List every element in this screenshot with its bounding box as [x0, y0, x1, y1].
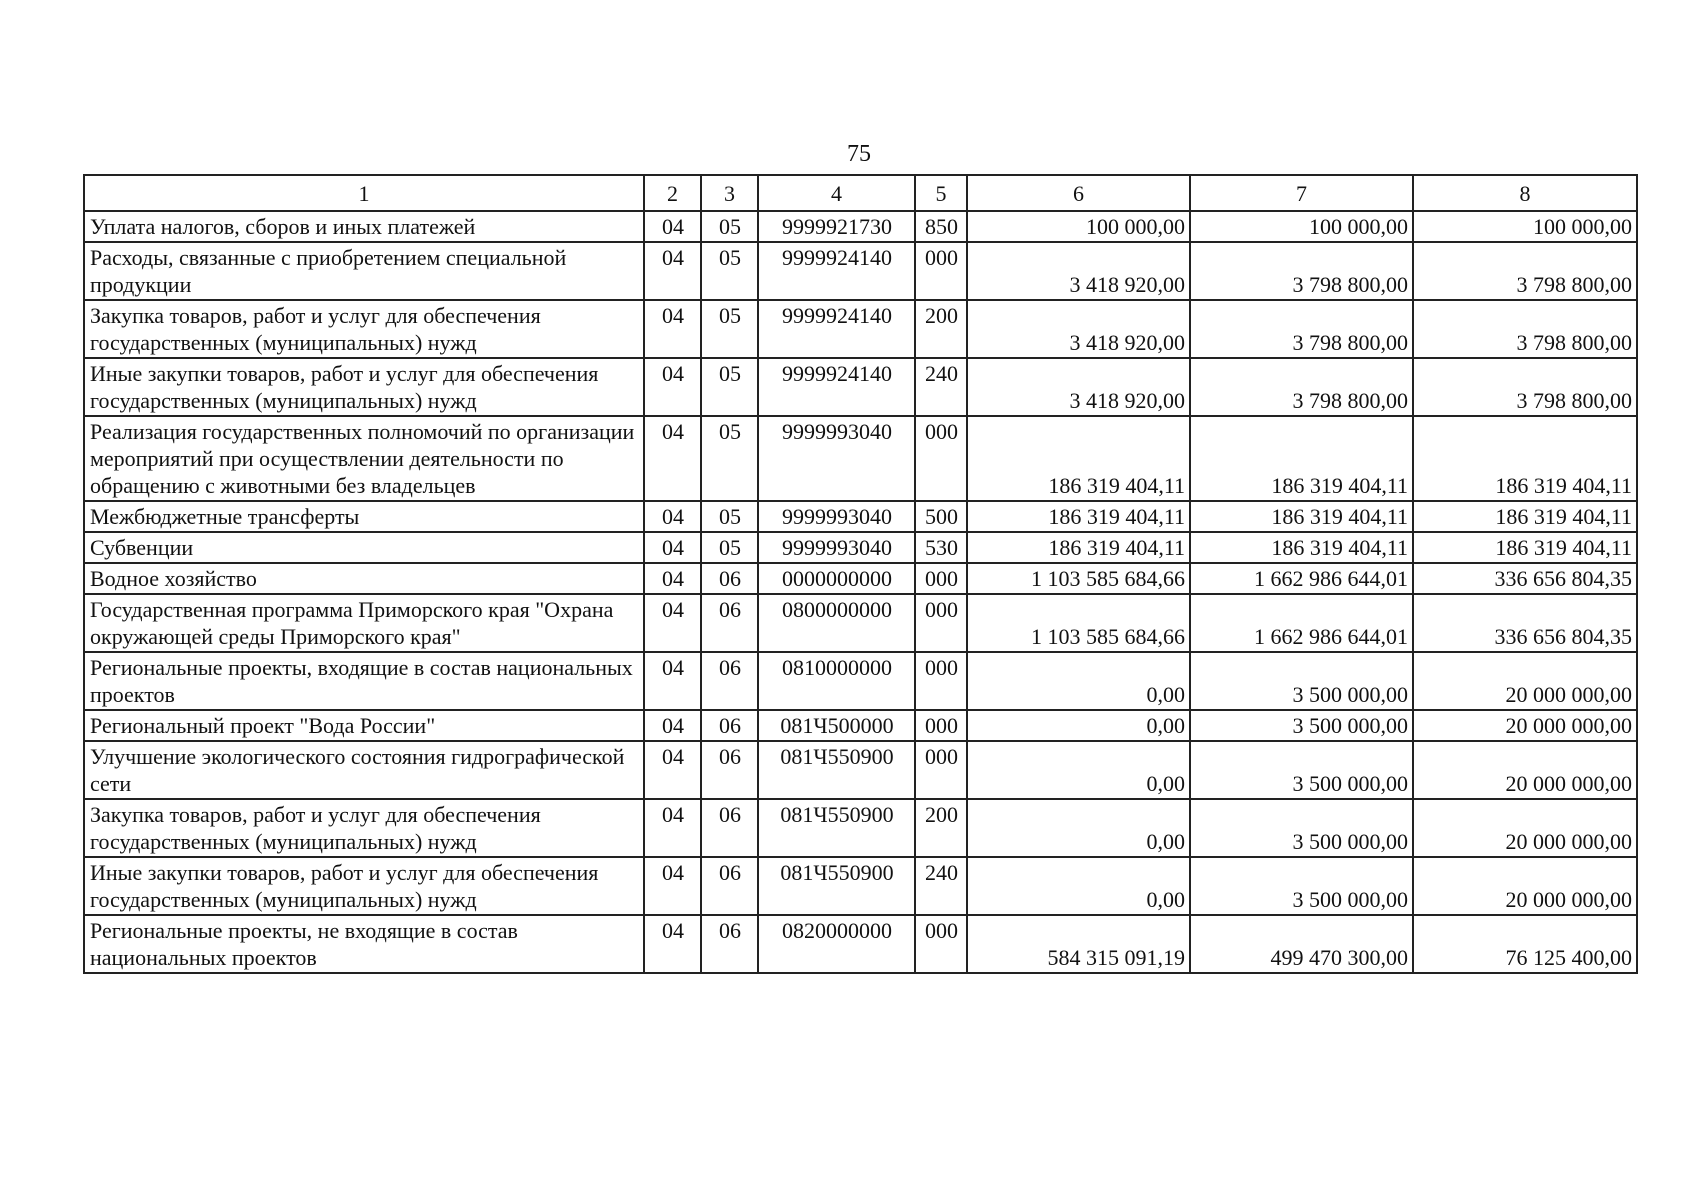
header-col-7: 7 [1190, 175, 1413, 211]
header-col-4: 4 [758, 175, 915, 211]
row-value-7: 1 662 986 644,01 [1190, 594, 1413, 652]
table-row [84, 563, 1637, 594]
table-row [84, 416, 1637, 501]
row-subsection: 06 [701, 857, 758, 915]
row-target-article: 9999993040 [758, 501, 915, 532]
row-target-article: 9999924140 [758, 300, 915, 358]
row-section: 04 [644, 857, 701, 915]
row-section: 04 [644, 532, 701, 563]
row-expense-type: 200 [915, 300, 967, 358]
row-section: 04 [644, 358, 701, 416]
table-row [84, 358, 1637, 416]
row-target-article: 9999924140 [758, 358, 915, 416]
row-value-6: 0,00 [967, 652, 1190, 710]
row-target-article: 0810000000 [758, 652, 915, 710]
row-name: Закупка товаров, работ и услуг для обеспечения государственных (муниципальных) нужд [84, 799, 644, 857]
row-subsection: 05 [701, 532, 758, 563]
row-target-article: 9999924140 [758, 242, 915, 300]
row-value-8: 336 656 804,35 [1413, 563, 1637, 594]
header-col-8: 8 [1413, 175, 1637, 211]
row-value-8: 186 319 404,11 [1413, 501, 1637, 532]
row-section: 04 [644, 915, 701, 973]
row-value-7: 3 500 000,00 [1190, 652, 1413, 710]
row-value-6: 3 418 920,00 [967, 300, 1190, 358]
row-name: Улучшение экологического состояния гидрографической сети [84, 741, 644, 799]
header-col-3: 3 [701, 175, 758, 211]
row-expense-type: 000 [915, 652, 967, 710]
row-section: 04 [644, 211, 701, 242]
row-value-7: 3 500 000,00 [1190, 857, 1413, 915]
table-row [84, 710, 1637, 741]
row-expense-type: 000 [915, 710, 967, 741]
table-row [84, 915, 1637, 973]
row-value-7: 499 470 300,00 [1190, 915, 1413, 973]
row-value-7: 3 500 000,00 [1190, 710, 1413, 741]
row-section: 04 [644, 710, 701, 741]
table-row [84, 594, 1637, 652]
row-name: Уплата налогов, сборов и иных платежей [84, 211, 644, 242]
row-target-article: 0820000000 [758, 915, 915, 973]
row-value-7: 3 500 000,00 [1190, 799, 1413, 857]
row-value-6: 3 418 920,00 [967, 358, 1190, 416]
row-subsection: 06 [701, 741, 758, 799]
row-value-8: 3 798 800,00 [1413, 300, 1637, 358]
row-expense-type: 000 [915, 915, 967, 973]
row-value-6: 186 319 404,11 [967, 416, 1190, 501]
header-col-2: 2 [644, 175, 701, 211]
row-value-7: 3 798 800,00 [1190, 358, 1413, 416]
table-row [84, 532, 1637, 563]
row-target-article: 9999921730 [758, 211, 915, 242]
row-value-6: 0,00 [967, 799, 1190, 857]
row-value-7: 100 000,00 [1190, 211, 1413, 242]
row-name: Иные закупки товаров, работ и услуг для обеспечения государственных (муниципальных) нужд [84, 358, 644, 416]
table-row [84, 741, 1637, 799]
row-expense-type: 000 [915, 741, 967, 799]
row-value-8: 20 000 000,00 [1413, 857, 1637, 915]
table-row [84, 799, 1637, 857]
row-expense-type: 240 [915, 358, 967, 416]
row-name: Региональный проект "Вода России" [84, 710, 644, 741]
row-value-6: 0,00 [967, 857, 1190, 915]
row-expense-type: 500 [915, 501, 967, 532]
row-expense-type: 000 [915, 594, 967, 652]
budget-table [83, 174, 1638, 974]
row-target-article: 9999993040 [758, 532, 915, 563]
header-row [84, 175, 1637, 211]
row-value-7: 3 500 000,00 [1190, 741, 1413, 799]
row-value-8: 3 798 800,00 [1413, 242, 1637, 300]
row-subsection: 06 [701, 915, 758, 973]
row-value-8: 186 319 404,11 [1413, 532, 1637, 563]
row-section: 04 [644, 416, 701, 501]
table-row [84, 300, 1637, 358]
table-row [84, 857, 1637, 915]
row-expense-type: 000 [915, 416, 967, 501]
row-target-article: 0000000000 [758, 563, 915, 594]
row-value-7: 3 798 800,00 [1190, 300, 1413, 358]
row-section: 04 [644, 563, 701, 594]
row-value-8: 20 000 000,00 [1413, 652, 1637, 710]
row-name: Субвенции [84, 532, 644, 563]
row-name: Реализация государственных полномочий по организации мероприятий при осуществлении деятельности по обращению с животными без владельцев [84, 416, 644, 501]
header-col-1: 1 [84, 175, 644, 211]
row-value-6: 3 418 920,00 [967, 242, 1190, 300]
row-value-6: 0,00 [967, 710, 1190, 741]
row-subsection: 05 [701, 416, 758, 501]
row-value-7: 1 662 986 644,01 [1190, 563, 1413, 594]
row-subsection: 05 [701, 300, 758, 358]
row-value-8: 20 000 000,00 [1413, 741, 1637, 799]
table-row [84, 501, 1637, 532]
row-name: Региональные проекты, входящие в состав национальных проектов [84, 652, 644, 710]
row-section: 04 [644, 594, 701, 652]
row-expense-type: 000 [915, 563, 967, 594]
row-expense-type: 000 [915, 242, 967, 300]
row-section: 04 [644, 501, 701, 532]
row-value-7: 186 319 404,11 [1190, 416, 1413, 501]
row-subsection: 06 [701, 594, 758, 652]
row-value-7: 186 319 404,11 [1190, 501, 1413, 532]
table-row [84, 211, 1637, 242]
table-row [84, 652, 1637, 710]
row-subsection: 05 [701, 358, 758, 416]
row-name: Расходы, связанные с приобретением специальной продукции [84, 242, 644, 300]
row-expense-type: 240 [915, 857, 967, 915]
row-subsection: 05 [701, 501, 758, 532]
row-target-article: 081Ч500000 [758, 710, 915, 741]
row-value-8: 3 798 800,00 [1413, 358, 1637, 416]
row-value-8: 20 000 000,00 [1413, 710, 1637, 741]
table-body [84, 211, 1637, 973]
row-name: Государственная программа Приморского края "Охрана окружающей среды Приморского края" [84, 594, 644, 652]
row-expense-type: 200 [915, 799, 967, 857]
row-name: Закупка товаров, работ и услуг для обеспечения государственных (муниципальных) нужд [84, 300, 644, 358]
row-subsection: 05 [701, 211, 758, 242]
row-section: 04 [644, 799, 701, 857]
row-subsection: 06 [701, 563, 758, 594]
row-value-8: 100 000,00 [1413, 211, 1637, 242]
row-value-8: 76 125 400,00 [1413, 915, 1637, 973]
row-subsection: 06 [701, 652, 758, 710]
row-subsection: 06 [701, 710, 758, 741]
row-value-6: 186 319 404,11 [967, 532, 1190, 563]
row-value-6: 0,00 [967, 741, 1190, 799]
row-target-article: 0800000000 [758, 594, 915, 652]
row-value-6: 100 000,00 [967, 211, 1190, 242]
row-expense-type: 530 [915, 532, 967, 563]
table-row [84, 242, 1637, 300]
row-section: 04 [644, 242, 701, 300]
row-target-article: 081Ч550900 [758, 857, 915, 915]
row-target-article: 9999993040 [758, 416, 915, 501]
row-target-article: 081Ч550900 [758, 741, 915, 799]
row-name: Региональные проекты, не входящие в состав национальных проектов [84, 915, 644, 973]
row-value-8: 186 319 404,11 [1413, 416, 1637, 501]
row-value-8: 20 000 000,00 [1413, 799, 1637, 857]
header-col-6: 6 [967, 175, 1190, 211]
row-name: Межбюджетные трансферты [84, 501, 644, 532]
header-col-5: 5 [915, 175, 967, 211]
row-target-article: 081Ч550900 [758, 799, 915, 857]
row-value-7: 3 798 800,00 [1190, 242, 1413, 300]
row-name: Водное хозяйство [84, 563, 644, 594]
row-subsection: 06 [701, 799, 758, 857]
row-name: Иные закупки товаров, работ и услуг для обеспечения государственных (муниципальных) нужд [84, 857, 644, 915]
row-value-6: 584 315 091,19 [967, 915, 1190, 973]
row-value-6: 186 319 404,11 [967, 501, 1190, 532]
row-section: 04 [644, 741, 701, 799]
row-value-6: 1 103 585 684,66 [967, 563, 1190, 594]
row-value-8: 336 656 804,35 [1413, 594, 1637, 652]
row-section: 04 [644, 300, 701, 358]
row-expense-type: 850 [915, 211, 967, 242]
row-section: 04 [644, 652, 701, 710]
page-number: 75 [847, 141, 871, 167]
row-value-7: 186 319 404,11 [1190, 532, 1413, 563]
row-value-6: 1 103 585 684,66 [967, 594, 1190, 652]
row-subsection: 05 [701, 242, 758, 300]
